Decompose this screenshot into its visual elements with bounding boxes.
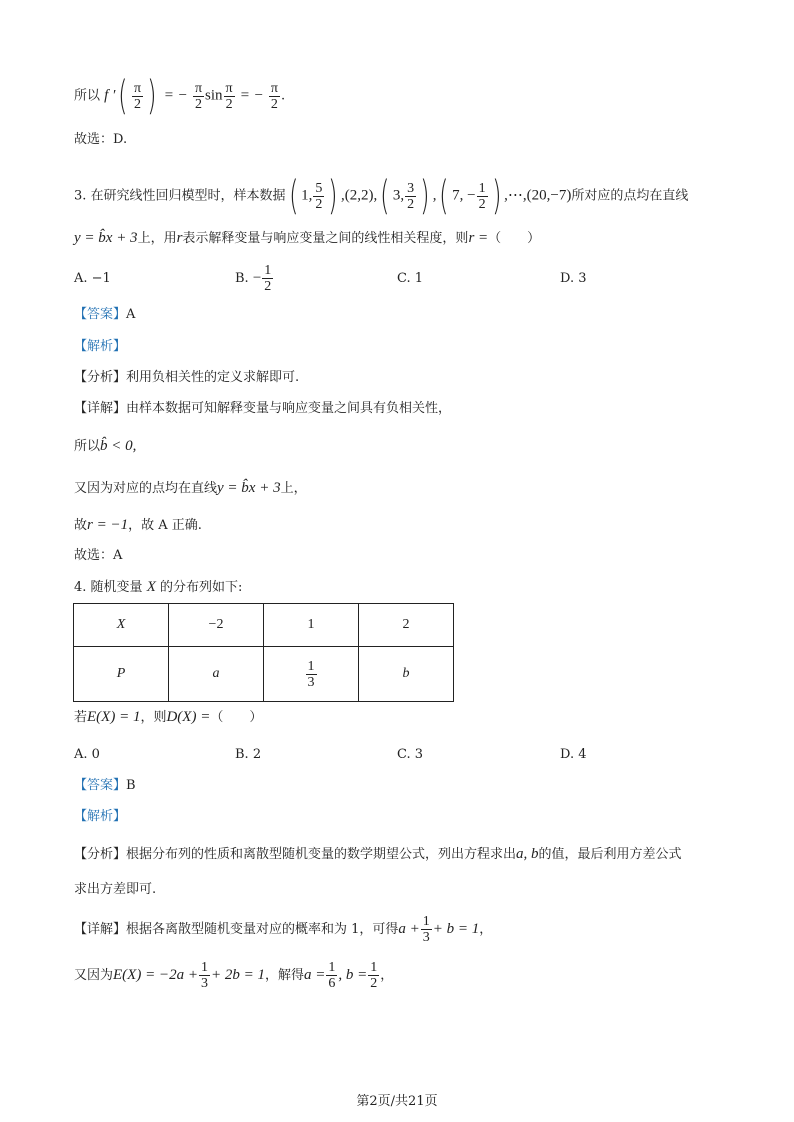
- fraction: $\frac{1}{2}$: [478, 180, 486, 212]
- table-row: [74, 604, 454, 647]
- fraction: $\frac{\pi}{2}$: [270, 80, 278, 112]
- q3-line-r: 故r = −1，故 A 正确.: [74, 517, 202, 533]
- q3-option-c: C. 1: [397, 271, 424, 286]
- fraction: $\frac{\pi}{2}$: [194, 80, 203, 112]
- table-cell: 1: [264, 604, 359, 647]
- fraction: $\frac{1}{3}$: [422, 914, 430, 945]
- q3-line-b: 所以b̂ < 0,: [74, 438, 137, 454]
- fraction: $\frac{1}{3}$: [307, 658, 315, 690]
- table-row: [74, 647, 454, 702]
- table-cell: b: [359, 647, 454, 702]
- fraction: $\frac{3}{2}$: [407, 180, 415, 212]
- q4-title: 4. 随机变量 X 的分布列如下:: [74, 579, 243, 595]
- fraction: $\frac{\pi}{2}$: [225, 80, 233, 112]
- q3-option-d: D. 3: [560, 271, 587, 286]
- table-cell: −2: [169, 604, 264, 647]
- prev-answer: 故选：D.: [74, 132, 128, 147]
- q3-fenxi: 【分析】利用负相关性的定义求解即可.: [74, 370, 300, 385]
- fraction: $\frac{1}{6}$: [328, 960, 336, 991]
- q4-fenxi-line2: 求出方差即可.: [74, 882, 157, 897]
- q4-option-d: D. 4: [560, 747, 587, 762]
- page-footer: 第2页/共21页: [356, 1094, 438, 1109]
- q4-answer: 【答案】B: [74, 778, 136, 793]
- fraction: $\frac{1}{3}$: [200, 960, 208, 991]
- fraction: $\frac{5}{2}$: [315, 180, 323, 212]
- table-cell: P: [74, 647, 169, 702]
- q4-option-c: C. 3: [397, 747, 424, 762]
- distribution-table: [73, 603, 454, 702]
- q3-xiangjie: 【详解】由样本数据可知解释变量与响应变量之间具有负相关性，: [74, 401, 452, 416]
- q3-line-y: 又因为对应的点均在直线y = b̂x + 3上，: [74, 480, 307, 496]
- prev-conclusion-line: 所以 f ′( $\frac{\pi}{2}$ ) = − $\frac{\pi}{2}$ sin $\frac{\pi}{2}$ = − $\frac{\pi}{2}$ .: [74, 73, 286, 119]
- q4-xiangjie: 【详解】根据各离散型随机变量对应的概率和为 1，可得a + $\frac{1}{3}$ + b = 1，: [74, 914, 493, 945]
- fraction: $\frac{\pi}{2}$: [133, 80, 142, 112]
- q4-option-a: A. 0: [74, 747, 100, 762]
- q3-conclusion: 故选：A: [74, 548, 123, 563]
- q4-condition: 若E(X) = 1，则D(X) =（ ）: [74, 709, 263, 725]
- q3-option-a: A. −1: [74, 271, 111, 286]
- q3-answer: 【答案】A: [74, 307, 136, 322]
- table-cell: 2: [359, 604, 454, 647]
- table-cell: a: [169, 647, 264, 702]
- fraction: $\frac{1}{2}$: [370, 960, 378, 991]
- q3-stem-line1: 3. 在研究线性回归模型时，样本数据( 1, $\frac{5}{2}$ ) ,(2,2),( 3, $\frac{3}{2}$ ) ,( 7, − $\frac{1}{2}$ ) ,⋯,(20,−7)所对应的点均在直线: [74, 173, 689, 219]
- q4-jiexi: 【解析】: [74, 809, 127, 824]
- q4-last-line: 又因为E(X) = −2a + $\frac{1}{3}$ + 2b = 1，解得a = $\frac{1}{6}$ , b = $\frac{1}{2}$ ，: [74, 960, 394, 991]
- table-cell: X: [74, 604, 169, 647]
- q4-fenxi-line1: 【分析】根据分布列的性质和离散型随机变量的数学期望公式，列出方程求出a, b的值，最后利用方差公式: [74, 846, 682, 862]
- table-cell: [264, 647, 359, 702]
- q3-jiexi: 【解析】: [74, 339, 127, 354]
- fraction: $\frac{1}{2}$: [264, 263, 272, 294]
- q4-option-b: B. 2: [235, 747, 262, 762]
- q3-option-b: B. − $\frac{1}{2}$: [235, 263, 272, 294]
- q3-stem-line2: y = b̂x + 3上，用r表示解释变量与响应变量之间的线性相关程度，则r =（ ）: [74, 230, 541, 246]
